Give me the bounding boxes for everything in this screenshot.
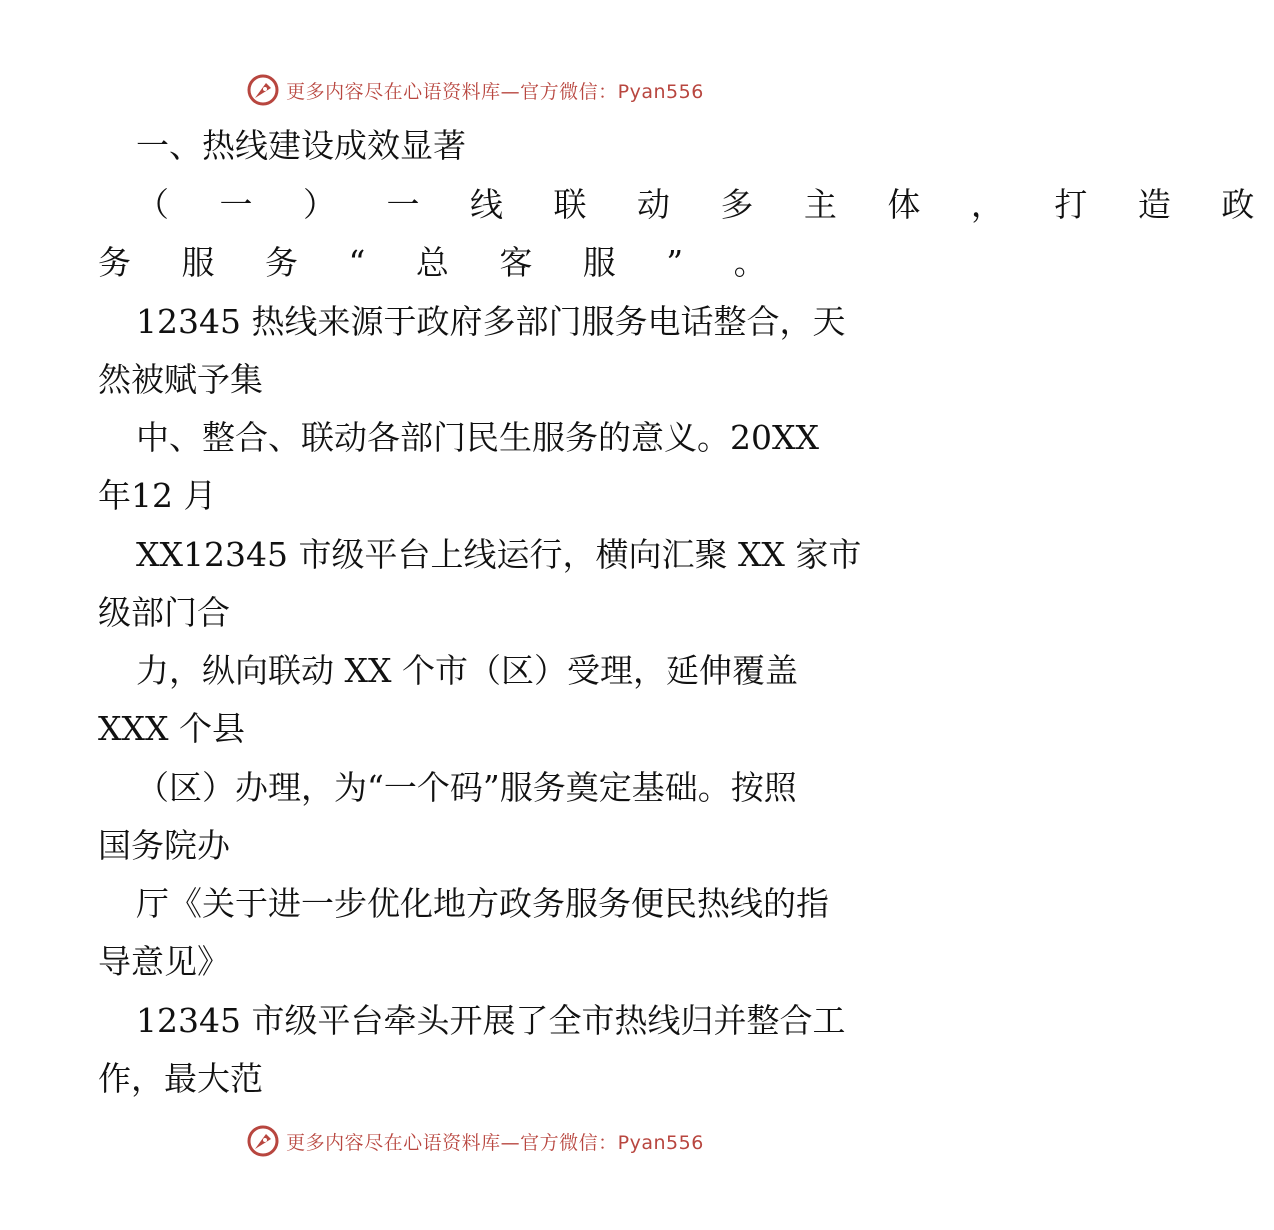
paragraph-line: 年12 月	[98, 476, 217, 515]
paragraph-line: 作，最大范	[98, 1059, 263, 1098]
paragraph-line: XX12345 市级平台上线运行，横向汇聚 XX 家市	[136, 535, 862, 574]
footer-banner	[0, 1121, 950, 1161]
subsection-heading-line-1: （ 一 ） 一 线 联 动 多 主 体 ， 打 造 政	[136, 185, 1274, 224]
section-heading: 一、热线建设成效显著	[136, 126, 466, 165]
pen-nib-logo-icon	[246, 1124, 280, 1158]
paragraph-line: 级部门合	[98, 593, 230, 632]
paragraph-line: 力，纵向联动 XX 个市（区）受理，延伸覆盖	[136, 651, 798, 690]
paragraph-line: 然被赋予集	[98, 360, 263, 399]
paragraph-line: 导意见》	[98, 942, 230, 981]
banner-text: 更多内容尽在心语资料库—官方微信：Pyan556	[286, 1131, 704, 1154]
paragraph-line: 中、整合、联动各部门民生服务的意义。20XX	[136, 418, 819, 457]
paragraph-line: 12345 市级平台牵头开展了全市热线归并整合工	[136, 1001, 846, 1040]
paragraph-line: （区）办理，为“一个码”服务奠定基础。按照	[136, 768, 797, 807]
subsection-heading-line-2: 务 服 务 “ 总 客 服 ” 。	[98, 243, 787, 282]
banner-text: 更多内容尽在心语资料库—官方微信：Pyan556	[286, 80, 704, 103]
paragraph-line: 厅《关于进一步优化地方政务服务便民热线的指	[136, 884, 829, 923]
paragraph-line: XXX 个县	[98, 709, 245, 748]
paragraph-line: 国务院办	[98, 826, 230, 865]
paragraph-line: 12345 热线来源于政府多部门服务电话整合，天	[136, 302, 846, 341]
